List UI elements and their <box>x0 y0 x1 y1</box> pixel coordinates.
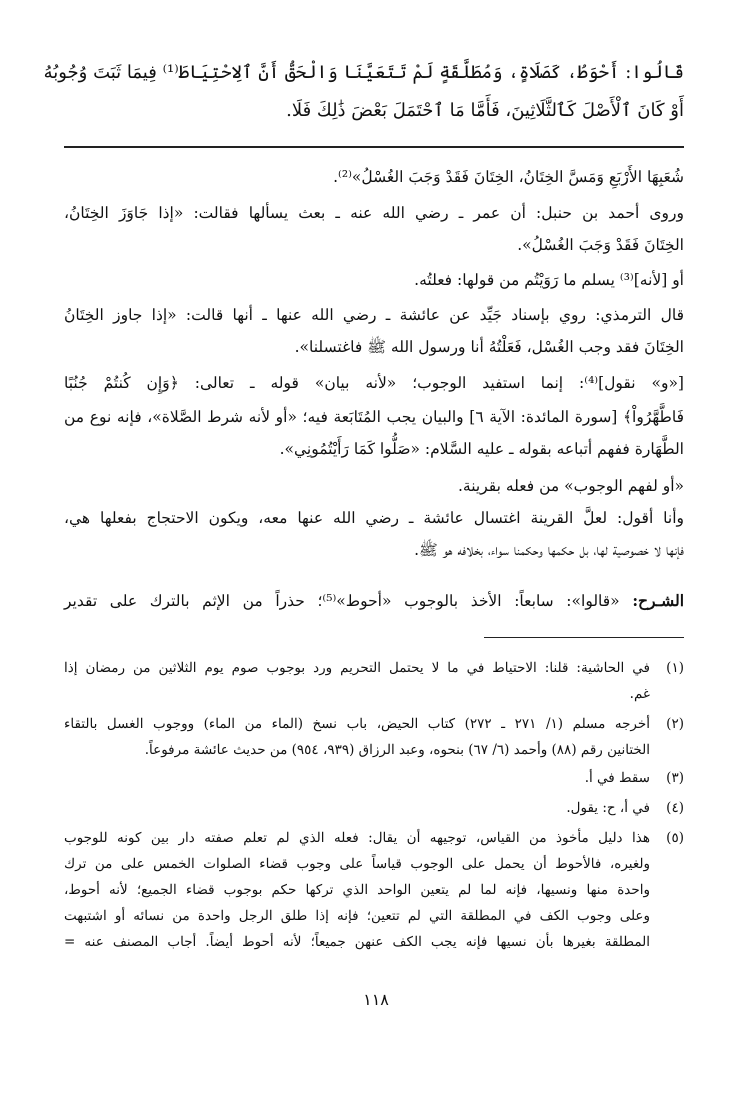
sharh-text: «قالوا»: سابعاً: الأخذ بالوجوب «أحوط»⁽⁵⁾؛ حذراً من الإثم بالترك على تقدير <box>64 592 620 610</box>
body-line-9: الطَّهَارة ففهم أتباعه بقوله ـ عليه السَّلام: «صَلُّوا كَمَا رَأَيْتُمُونِي». <box>279 440 684 458</box>
footnote-5-line-2: ولغيره، فالأحوط أن يحمل على الوجوب قياساً على وجوب قضاء الصلوات الخمس على من ترك <box>64 856 650 872</box>
page-number: ١١٨ <box>363 990 389 1009</box>
matn-line-2: أَوْ كَانَ ٱلْأَصْلَ كَٱلثَّلَاثِينَ، فَأَمَّا مَا ٱحْتَمَلَ بَعْضَ ذَٰلِكَ فَلَا. <box>286 100 684 121</box>
footnote-1-line-2: غم. <box>629 686 650 702</box>
matn-separator <box>64 146 684 148</box>
footnote-2-line-1: (٢)أخرجه مسلم (١/ ٢٧١ ـ ٢٧٢) كتاب الحيض، باب نسخ (الماء من الماء) ووجوب الغسل بالتقاء <box>64 712 684 736</box>
footnote-3-line-1: (٣)سقط في أ. <box>64 766 684 790</box>
body-line-11: وأنا أقول: لعلَّ القرينة اغتسال عائشة ـ رضي الله عنها معه، ويكون الاحتجاج بفعلها هي، <box>64 509 684 527</box>
footnote-4-line-1: (٤)في أ، ح: يقول. <box>64 796 684 820</box>
footnote-2-number: (٢) <box>666 716 684 732</box>
body-line-10: «أو لفهم الوجوب» من فعله بقرينة. <box>458 477 684 495</box>
footnote-separator <box>484 637 684 638</box>
body-line-1: شُعَبِهَا الأَرْبَعِ وَمَسَّ الخِتَانُ، الخِتَانَ فَقَدْ وَجَبَ الغُسْلُ»⁽²⁾. <box>333 168 684 186</box>
body-line-2: وروى أحمد بن حنبل: أن عمر ـ رضي الله عنه ـ بعث يسألها فقالت: «إذا جَاوَزَ الخِتَانُ، <box>64 204 684 222</box>
body-line-7: [«و» نقول]⁽⁴⁾: إنما استفيد الوجوب؛ «لأنه بيان» قوله ـ تعالى: ﴿وَإِن كُنتُمْ جُنُبًا <box>64 374 684 392</box>
footnote-1-number: (١) <box>666 660 684 676</box>
sharh-label: الشـرح: <box>632 591 685 610</box>
footnote-5-line-5: المطلقة بغيرها بأن نسيها فإنه يجب الكف عنهن جميعاً؛ لأنه أحوط أيضاً. أجاب المصنف عنه = <box>64 934 650 950</box>
footnote-5-line-4: وعلى وجوب الكف في المطلقة التي لم تتعين؛ فإنه إذا طلق الرجل واحدة من نسائه أو اشتبهت <box>64 908 650 924</box>
body-line-3: الخِتَانَ فَقَدْ وَجَبَ الغُسْلُ». <box>517 236 684 254</box>
body-line-4: أو [لأنه]⁽³⁾ يسلم ما رَوَيْتُم من قولها: فعلتُه. <box>414 271 684 289</box>
footnote-5-number: (٥) <box>666 830 684 846</box>
body-line-5: قال الترمذي: روي بإسناد جَيِّد عن عائشة ـ رضي الله عنها ـ أنها قالت: «إذا جاوز الخِتَانُ <box>64 306 684 324</box>
footnote-1-line-1: (١)في الحاشية: قلنا: الاحتياط في ما لا يحتمل التحريم ورد بوجوب صوم يوم الثلاثين من رمضان إذا <box>64 656 684 680</box>
body-line-12: فإنها لا خصوصية لها، بل حكمها وحكمنا سواء، بخلافه هو ﷺ. <box>414 541 684 559</box>
body-line-8: فَاطَّهَّرُواْ﴾ [سورة المائدة: الآية ٦] والبيان يجب المُتَابَعة فيه؛ «أو لأنه شرط الصَّلاة»، فإنه نوع من <box>64 408 684 426</box>
footnote-2-line-2: الختانين رقم (٨٨) وأحمد (٦/ ٦٧) بنحوه، وعبد الرزاق (٩٣٩، ٩٥٤) من حديث عائشة مرفوعاً. <box>144 742 650 758</box>
matn-line-1: قَالُوا: أَحْوَطُ، كَصَلَاةٍ، وَمُطَلَّقَةٍ لَمْ تَتَعَيَّنَا وَالْحَقُّ أَنَّ ٱلِاحْتِيَاطَ⁽¹⁾ فِيمَا ثَبَتَ وُجُوبُهُ <box>43 62 684 83</box>
body-line-6: الخِتَانَ فقد وجب الغُسْل، فَعَلْتُهُ أنا ورسول الله ﷺ فاغتسلنا». <box>294 338 684 356</box>
footnote-5-line-1: (٥)هذا دليل مأخوذ من القياس، توجيهه أن يقال: فعله الذي لم تعلم صفته دار بين كونه للوجوب <box>64 826 684 850</box>
sharh-line <box>64 588 684 614</box>
footnote-5-line-3: واحدة منها ونسيها، فإنه لما لم يتعين الواحد الذي تركها حكم بوجوب قضاء الجميع؛ لأنه أحوط، <box>64 882 650 898</box>
footnote-3-number: (٣) <box>666 770 684 786</box>
footnote-4-number: (٤) <box>666 800 684 816</box>
